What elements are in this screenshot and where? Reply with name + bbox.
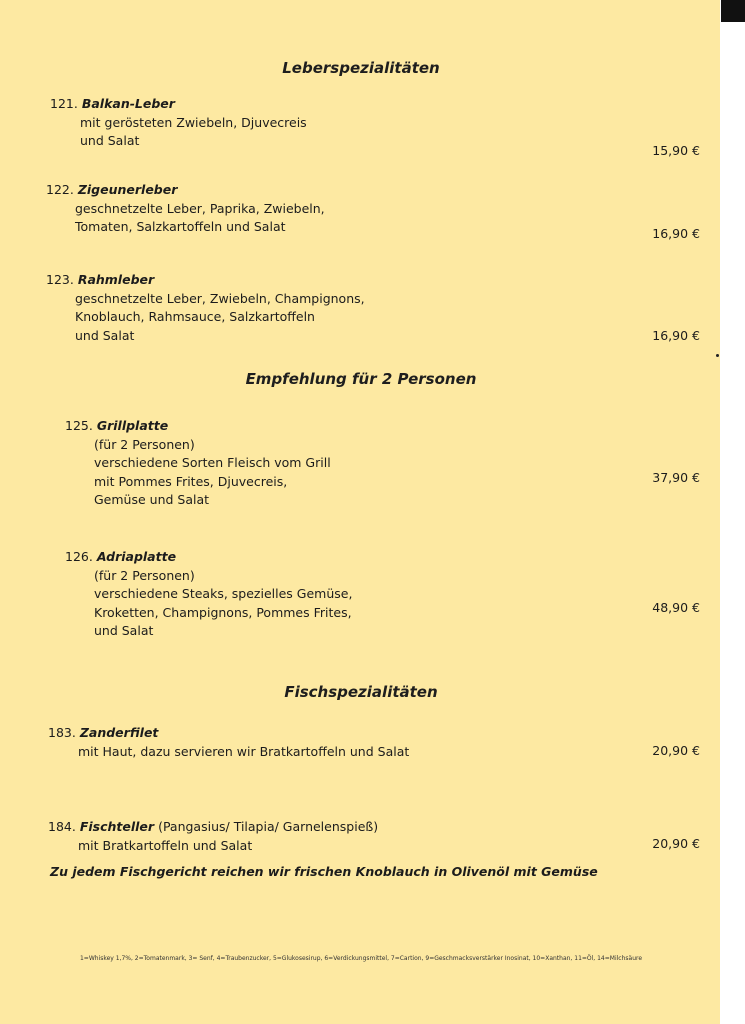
page-edge <box>720 0 745 1024</box>
menu-item-184 <box>48 818 378 855</box>
item-desc-line: verschiedene Steaks, spezielles Gemüse, <box>94 586 353 601</box>
item-desc-line: und Salat <box>75 327 135 343</box>
item-price-122: 16,90 € <box>652 226 700 241</box>
item-inline-desc: (Pangasius/ Tilapia/ Garnelenspieß) <box>158 819 379 834</box>
menu-item-121 <box>50 95 307 151</box>
item-name: Adriaplatte <box>96 549 177 564</box>
menu-item-126 <box>65 548 352 641</box>
menu-item-125 <box>65 417 331 510</box>
item-price-126: 48,90 € <box>652 600 700 615</box>
item-desc-line: Kroketten, Champignons, Pommes Frites, <box>94 604 352 620</box>
item-number: 121. <box>50 96 78 111</box>
item-name: Zigeunerleber <box>77 182 178 197</box>
item-desc-line: Gemüse und Salat <box>94 492 210 507</box>
item-desc-line: mit Pommes Frites, Djuvecreis, <box>94 473 288 489</box>
item-name: Zanderfilet <box>79 725 159 740</box>
item-name: Rahmleber <box>77 272 155 287</box>
item-price-184: 20,90 € <box>652 836 700 851</box>
fish-note: Zu jedem Fischgericht reichen wir frischen Knoblauch in Olivenöl mit Gemüse <box>50 864 598 879</box>
item-desc-line: (für 2 Personen) <box>94 436 195 452</box>
item-name: Fischteller <box>79 819 155 834</box>
allergen-footer: 1=Whiskey 1,7%, 2=Tomatenmark, 3= Senf, 4=Traubenzucker, 5=Glukosesirup, 6=Verdickungsmittel, 7=Cartion, 9=Geschmacksverstärker Inosinat, 10=Xanthan, 11=Öl, 14=Milchsäure <box>79 955 643 962</box>
item-desc-line: (für 2 Personen) <box>94 567 195 583</box>
menu-item-183 <box>48 724 409 761</box>
item-desc-line: mit gerösteten Zwiebeln, Djuvecreis <box>80 114 307 130</box>
item-number: 126. <box>65 549 93 564</box>
menu-item-123 <box>46 271 365 345</box>
section-title-fisch: Fischspezialitäten <box>284 683 438 701</box>
menu-item-122 <box>46 181 325 237</box>
item-number: 125. <box>65 418 93 433</box>
item-desc-line: mit Bratkartoffeln und Salat <box>78 837 253 853</box>
scan-corner <box>721 0 745 22</box>
section-title-empfehlung: Empfehlung für 2 Personen <box>245 370 477 388</box>
scan-speck <box>716 354 719 357</box>
item-price-123: 16,90 € <box>652 328 700 343</box>
item-desc-line: geschnetzelte Leber, Paprika, Zwiebeln, <box>75 200 325 216</box>
item-desc-line: geschnetzelte Leber, Zwiebeln, Champignons, <box>75 290 365 306</box>
item-name: Grillplatte <box>96 418 169 433</box>
item-desc-line: verschiedene Sorten Fleisch vom Grill <box>94 455 331 470</box>
section-title-leber: Leberspezialitäten <box>282 59 440 77</box>
item-number: 184. <box>48 819 76 834</box>
item-price-125: 37,90 € <box>652 470 700 485</box>
item-number: 183. <box>48 725 76 740</box>
item-name: Balkan-Leber <box>81 96 175 111</box>
item-desc-line: mit Haut, dazu servieren wir Bratkartoffeln und Salat <box>78 743 410 759</box>
item-desc-line: Knoblauch, Rahmsauce, Salzkartoffeln <box>75 309 315 324</box>
item-number: 122. <box>46 182 74 197</box>
item-desc-line: und Salat <box>80 133 140 148</box>
item-price-183: 20,90 € <box>652 743 700 758</box>
item-desc-line: Tomaten, Salzkartoffeln und Salat <box>75 219 286 234</box>
item-number: 123. <box>46 272 74 287</box>
item-price-121: 15,90 € <box>652 143 700 158</box>
item-desc-line: und Salat <box>94 623 154 638</box>
